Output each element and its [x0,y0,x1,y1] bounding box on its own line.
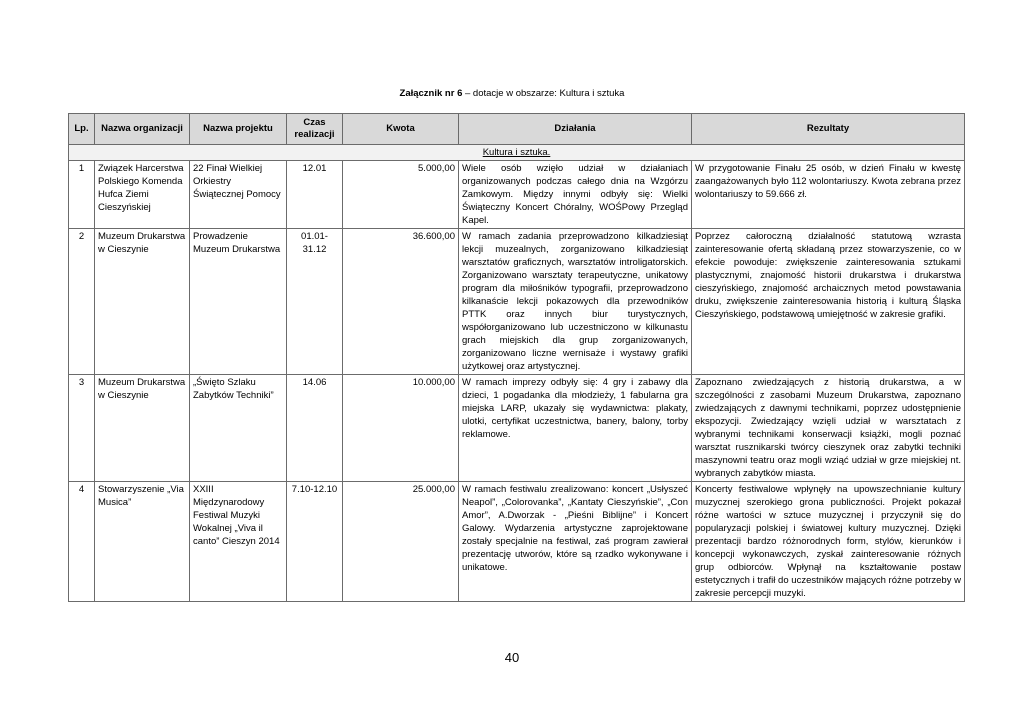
cell-amount: 10.000,00 [343,375,459,482]
cell-actions: Wiele osób wzięło udział w działaniach organizowanych podczas całego dnia na Wzgórzu Zamkowym. Między innymi odbyły się: Wielki Świąteczny Koncert Chóralny, WOŚPowy Przegląd Kapel. [459,161,692,229]
cell-amount: 5.000,00 [343,161,459,229]
document-title-bold: Załącznik nr 6 [399,88,463,99]
section-row [69,145,965,161]
grants-table [68,113,965,602]
cell-organization: Stowarzyszenie „Via Musica” [95,482,190,602]
cell-lp: 3 [69,375,95,482]
table-row [69,161,965,229]
table-header-row [69,114,965,145]
header-time: Czas realizacji [287,114,343,145]
cell-project: XXIII Międzynarodowy Festiwal Muzyki Wokalnej „Viva il canto” Cieszyn 2014 [190,482,287,602]
cell-time: 12.01 [287,161,343,229]
cell-organization: Związek Harcerstwa Polskiego Komenda Hufca Ziemi Cieszyńskiej [95,161,190,229]
cell-organization: Muzeum Drukarstwa w Cieszynie [95,375,190,482]
cell-lp: 1 [69,161,95,229]
cell-amount: 25.000,00 [343,482,459,602]
cell-organization: Muzeum Drukarstwa w Cieszynie [95,229,190,375]
table-row [69,482,965,602]
header-organization: Nazwa organizacji [95,114,190,145]
header-amount: Kwota [343,114,459,145]
cell-actions: W ramach imprezy odbyły się: 4 gry i zabawy dla dzieci, 1 pogadanka dla młodzieży, 1 fabularna gra miejska LARP, ukazały się wydawnictwa: plakaty, ulotki, certyfikat uczestnictwa, banery, balony, torby reklamowe. [459,375,692,482]
table-row [69,229,965,375]
cell-lp: 4 [69,482,95,602]
page-number: 40 [504,650,520,665]
header-results: Rezultaty [692,114,965,145]
document-title-rest: – dotacje w obszarze: Kultura i sztuka [462,88,625,99]
cell-time: 14.06 [287,375,343,482]
cell-results: Zapoznano zwiedzających z historią drukarstwa, a w szczególności z zasobami Muzeum Drukarstwa, zapoznano zwiedzających z dawnymi technikami, poprzez udostępnienie ekspozycji. Zwiedzający wzięli udział w warsztatach z wybranymi technikami konserwacji książki, mogli poznać warsztat rusznikarski twórcy cieszynek oraz zabytki techniki maszynowni teatru oraz mogli wziąć udział w grze miejskiej nt. wybranych zabytków miasta. [692,375,965,482]
cell-project: Prowadzenie Muzeum Drukarstwa [190,229,287,375]
document-title [0,88,1024,99]
header-lp: Lp. [69,114,95,145]
table-row [69,375,965,482]
cell-results: W przygotowanie Finału 25 osób, w dzień Finału w kwestę zaangażowanych było 112 wolontariuszy. Kwota zebrana przez wolontariuszy to 59.666 zł. [692,161,965,229]
header-project: Nazwa projektu [190,114,287,145]
cell-results: Poprzez całoroczną działalność statutową wzrasta zainteresowanie ofertą składaną przez stowarzyszenie, co w efekcie powoduje: zwiększenie zainteresowania sztukami plastycznymi, znajomość historii drukarstwa i drukarstwa cieszyńskiego, znajomość archaicznych metod powstawania druku, zwiększenie zainteresowania historią i kulturą Śląska Cieszyńskiego, podstawową umiejętność w zakresie grafiki. [692,229,965,375]
cell-project: 22 Finał Wielkiej Orkiestry Świątecznej Pomocy [190,161,287,229]
section-label: Kultura i sztuka. [69,145,965,161]
cell-amount: 36.600,00 [343,229,459,375]
cell-actions: W ramach festiwalu zrealizowano: koncert „Usłyszeć Neapol”, „Colorovanka”, „Kantaty Cieszyńskie”, „Con Amor”, A.Dworzak - „Pieśni Biblijne” i Koncert Galowy. Wydarzenia artystyczne zaprojektowane zostały specjalnie na festiwal, zaś program zawierał prezentację utworów, które są rzadko wykonywane i unikatowe. [459,482,692,602]
cell-actions: W ramach zadania przeprowadzono kilkadziesiąt lekcji muzealnych, zorganizowano kilkadziesiąt warsztatów graficznych, warsztatów introligatorskich. Zorganizowano warsztaty terapeutyczne, unikatowy program dla miłośników typografii, przeprowadzono kilkanaście lekcji pokazowych dla przewodników PTTK oraz innych biur turystycznych, współorganizowano lub uczestniczono w kilkunastu grach miejskich dla grup zorganizowanych, zorganizowano liczne wernisaże i wystawy grafiki użytkowej oraz artystycznej. [459,229,692,375]
cell-results: Koncerty festiwalowe wpłynęły na upowszechnianie kultury muzycznej szerokiego grona publiczności. Projekt pokazał różne wartości w sztuce muzycznej i przyczynił się do popularyzacji polskiej i światowej kultury muzycznej. Dzięki prezentacji bardzo różnorodnych form, stylów, kierunków i koncepcji wykonawczych, zyskał zainteresowanie różnych grup odbiorców. Wpłynął na kształtowanie postaw estetycznych i trafił do uczestników mających różne potrzeby w zakresie percepcji muzyki. [692,482,965,602]
cell-project: „Święto Szlaku Zabytków Techniki” [190,375,287,482]
header-actions: Działania [459,114,692,145]
cell-time: 7.10-12.10 [287,482,343,602]
cell-time: 01.01-31.12 [287,229,343,375]
cell-lp: 2 [69,229,95,375]
